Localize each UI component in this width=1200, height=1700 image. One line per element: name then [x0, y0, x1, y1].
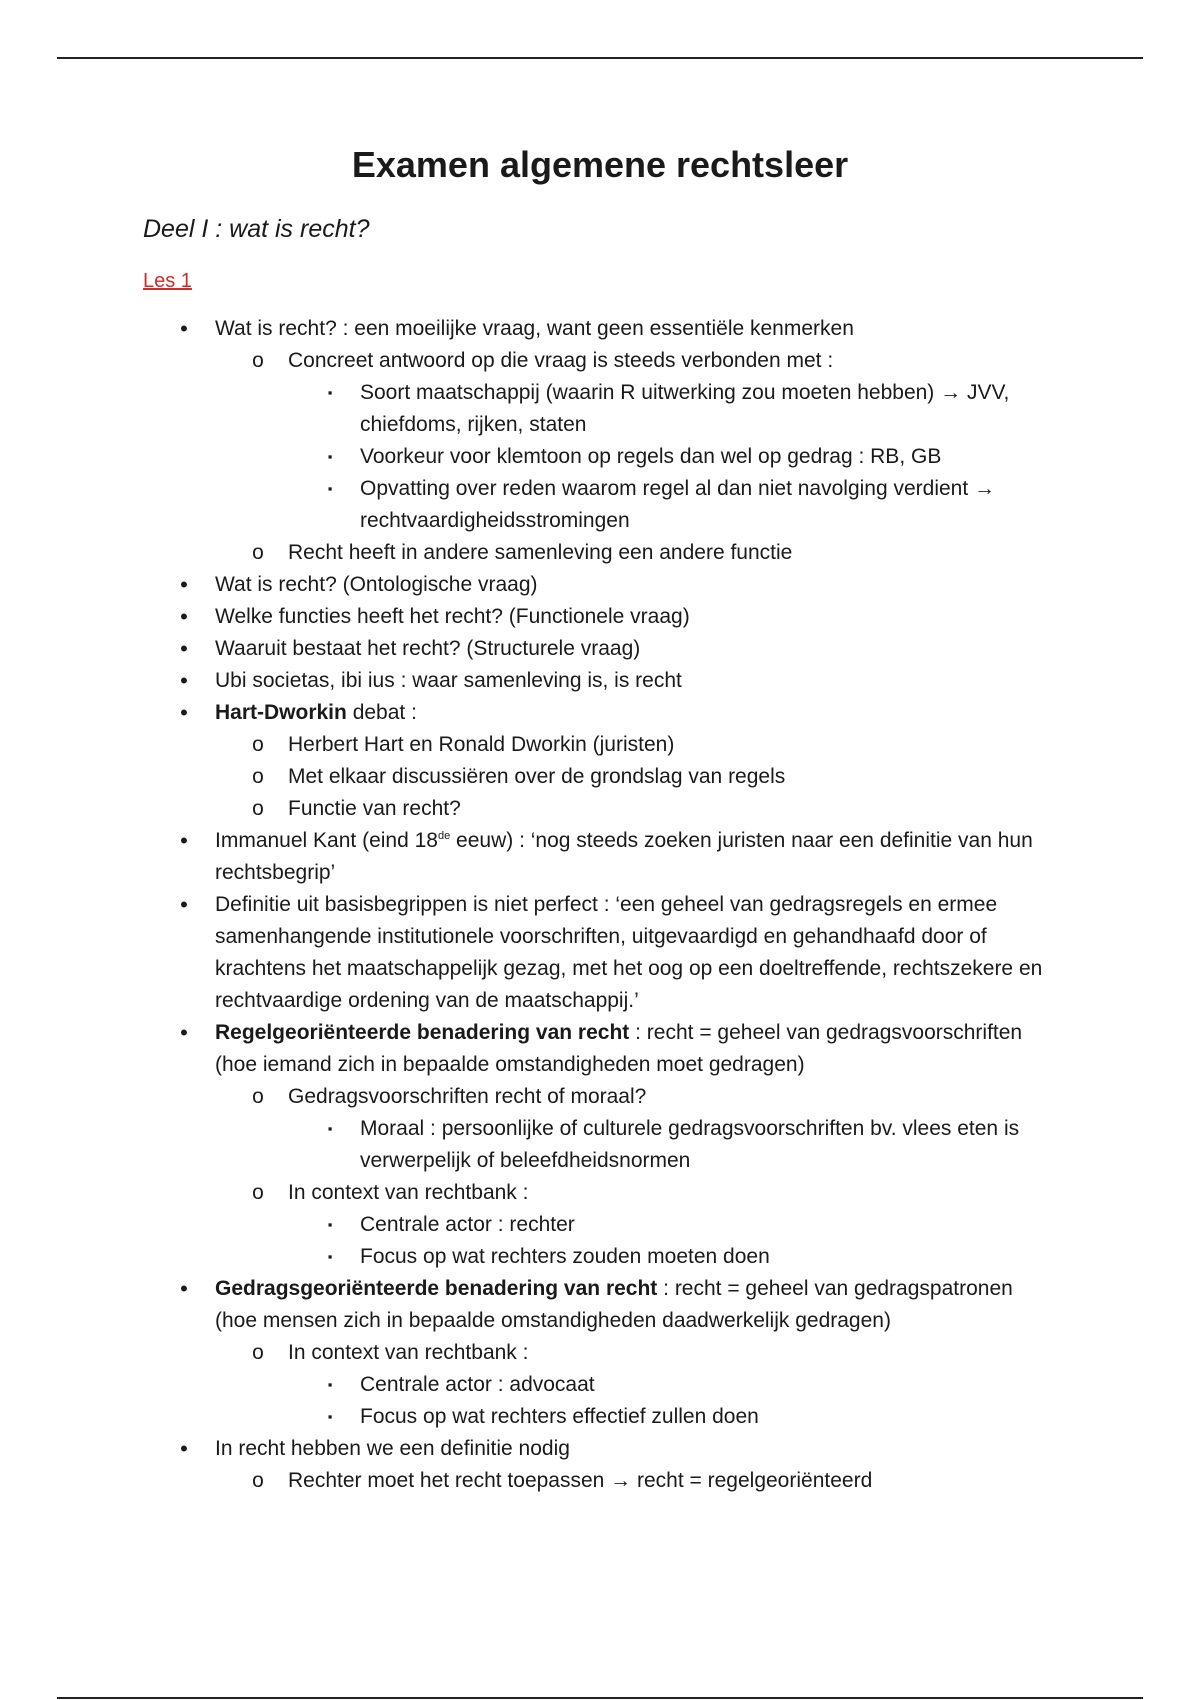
list-item-level1 [0, 825, 1055, 889]
list-item-level1 [0, 1433, 1055, 1465]
list-item-text [288, 797, 461, 820]
list-item-level2 [0, 345, 1055, 377]
list-item-level1 [0, 889, 1055, 1017]
bullet-list [0, 313, 1200, 1497]
bullet-marker: ▪ [327, 1377, 333, 1392]
list-item-text [215, 701, 417, 724]
list-item-level2 [0, 537, 1055, 569]
text-segment: Immanuel Kant (eind 18 [215, 829, 438, 852]
bullet-marker: ▪ [327, 1409, 333, 1424]
bullet-marker: • [180, 892, 188, 917]
bullet-marker: ▪ [327, 481, 333, 496]
header-rule [57, 57, 1143, 59]
text-segment: Voorkeur voor klemtoon op regels dan wel op gedrag : RB, GB [360, 445, 942, 468]
text-segment: In recht hebben we een definitie nodig [215, 1437, 570, 1460]
list-item-text [288, 1181, 528, 1204]
list-item-level1 [0, 601, 1055, 633]
list-item-level3 [0, 1369, 1055, 1401]
text-segment: Centrale actor : rechter [360, 1213, 575, 1236]
text-segment: Functie van recht? [288, 797, 461, 820]
bullet-marker: o [252, 1469, 264, 1492]
text-segment: Herbert Hart en Ronald Dworkin (juristen) [288, 733, 675, 756]
list-item-level3 [0, 441, 1055, 473]
text-segment: Opvatting over reden waarom regel al dan niet navolging verdient → rechtvaardigheidsstromingen [360, 477, 996, 532]
bullet-marker: o [252, 733, 264, 756]
bullet-marker: ▪ [327, 449, 333, 464]
list-item-text [215, 637, 640, 660]
list-item-text [215, 1277, 1013, 1332]
list-item-level2 [0, 761, 1055, 793]
text-segment: In context van rechtbank : [288, 1181, 529, 1204]
list-item-text [288, 733, 674, 756]
text-segment: Waaruit bestaat het recht? (Structurele vraag) [215, 637, 641, 660]
list-item-level2 [0, 793, 1055, 825]
list-item-level2 [0, 729, 1055, 761]
list-item-level1 [0, 697, 1055, 729]
bullet-marker: • [180, 1020, 188, 1045]
list-item-text [360, 1373, 595, 1396]
list-item-level3 [0, 377, 1055, 441]
list-item-text [360, 381, 1009, 436]
list-item-text [360, 1245, 770, 1268]
text-segment: Definitie uit basisbegrippen is niet perfect : ‘een geheel van gedragsregels en ermee samenhangende institutionele voorschriften, uitgevaardigd en gehandhaafd door of krachtens het maatschappelijk gezag, met het oog op een doeltreffende, rechtszekere en rechtvaardige ordening van de maatschappij.’ [215, 893, 1043, 1012]
list-item-text [215, 1437, 570, 1460]
list-item-level2 [0, 1465, 1055, 1497]
bullet-marker: ▪ [327, 1121, 333, 1136]
bullet-marker: o [252, 1085, 264, 1108]
list-item-text [288, 1085, 646, 1108]
bullet-marker: ▪ [327, 1217, 333, 1232]
list-item-text [215, 669, 682, 692]
list-item-level1 [0, 313, 1055, 345]
list-item-text [360, 1117, 1019, 1172]
list-item-level3 [0, 1209, 1055, 1241]
text-segment: Moraal : persoonlijke of culturele gedragsvoorschriften bv. vlees eten is verwerpelijk of beleefdheidsnormen [360, 1117, 1020, 1172]
text-segment: Wat is recht? : een moeilijke vraag, want geen essentiële kenmerken [215, 317, 854, 340]
list-item-text [215, 605, 690, 628]
list-item-text [215, 1021, 1022, 1076]
list-item-text [360, 445, 941, 468]
list-item-level1 [0, 665, 1055, 697]
document-title: Examen algemene rechtsleer [351, 144, 849, 185]
list-item-level2 [0, 1177, 1055, 1209]
superscript: de [437, 830, 451, 842]
bullet-marker: • [180, 636, 188, 661]
lesson-heading: Les 1 [143, 270, 192, 292]
bullet-marker: o [252, 797, 264, 820]
text-segment: eeuw) : ‘nog steeds zoeken juristen naar een definitie van hun rechtsbegrip’ [215, 829, 1033, 884]
text-segment: : recht = geheel van gedragspatronen (hoe mensen zich in bepaalde omstandigheden daadwerkelijk gedragen) [215, 1277, 1013, 1332]
text-segment: Recht heeft in andere samenleving een andere functie [288, 541, 793, 564]
bullet-marker: o [252, 541, 264, 564]
list-item-level3 [0, 1113, 1055, 1177]
bullet-marker: • [180, 828, 188, 853]
bullet-marker: o [252, 1341, 264, 1364]
bullet-marker: • [180, 1436, 188, 1461]
text-segment: : recht = geheel van gedragsvoorschriften (hoe iemand zich in bepaalde omstandigheden moet gedragen) [215, 1021, 1023, 1076]
text-segment: Met elkaar discussiëren over de grondslag van regels [288, 765, 786, 788]
text-segment: Centrale actor : advocaat [360, 1373, 595, 1396]
list-item-level1 [0, 1017, 1055, 1081]
text-segment: Concreet antwoord op die vraag is steeds verbonden met : [288, 349, 834, 372]
list-item-text [360, 477, 995, 532]
list-item-level3 [0, 1241, 1055, 1273]
text-segment: Wat is recht? (Ontologische vraag) [215, 573, 538, 596]
list-item-text [215, 893, 1042, 1012]
text-segment: Ubi societas, ibi ius : waar samenleving is, is recht [215, 669, 682, 692]
list-item-text [288, 541, 792, 564]
bullet-marker: • [180, 668, 188, 693]
bullet-marker: o [252, 1181, 264, 1204]
list-item-text [215, 829, 1033, 884]
part-heading: Deel I : wat is recht? [143, 215, 370, 243]
text-segment: Welke functies heeft het recht? (Functionele vraag) [215, 605, 690, 628]
bullet-marker: ▪ [327, 385, 333, 400]
bold-term: Hart-Dworkin [215, 701, 347, 724]
list-item-level2 [0, 1081, 1055, 1113]
list-item-level1 [0, 569, 1055, 601]
list-item-text [360, 1405, 759, 1428]
list-item-text [288, 765, 785, 788]
text-segment: In context van rechtbank : [288, 1341, 529, 1364]
bullet-marker: • [180, 316, 188, 341]
bullet-marker: • [180, 604, 188, 629]
list-item-text [288, 349, 833, 372]
bullet-marker: • [180, 572, 188, 597]
text-segment: Focus op wat rechters effectief zullen doen [360, 1405, 759, 1428]
bullet-marker: o [252, 765, 264, 788]
text-segment: Soort maatschappij (waarin R uitwerking zou moeten hebben) → JVV, chiefdoms, rijken, staten [360, 381, 1010, 436]
list-item-text [360, 1213, 575, 1236]
bullet-marker: o [252, 349, 264, 372]
list-item-level2 [0, 1337, 1055, 1369]
text-segment: Rechter moet het recht toepassen → recht = regelgeoriënteerd [288, 1469, 873, 1492]
list-item-level1 [0, 1273, 1055, 1337]
footer-rule [57, 1697, 1143, 1699]
bullet-marker: ▪ [327, 1249, 333, 1264]
text-segment: Gedragsvoorschriften recht of moraal? [288, 1085, 647, 1108]
bullet-marker: • [180, 700, 188, 725]
list-item-text [288, 1469, 872, 1492]
list-item-text [215, 573, 538, 596]
bullet-marker: • [180, 1276, 188, 1301]
list-item-level1 [0, 633, 1055, 665]
text-segment: Focus op wat rechters zouden moeten doen [360, 1245, 770, 1268]
list-item-level3 [0, 1401, 1055, 1433]
bold-term: Gedragsgeoriënteerde benadering van recht [215, 1277, 658, 1300]
list-item-level3 [0, 473, 1055, 537]
bold-term: Regelgeoriënteerde benadering van recht [215, 1021, 630, 1044]
list-item-text [288, 1341, 528, 1364]
text-segment: debat : [346, 701, 417, 724]
list-item-text [215, 317, 854, 340]
